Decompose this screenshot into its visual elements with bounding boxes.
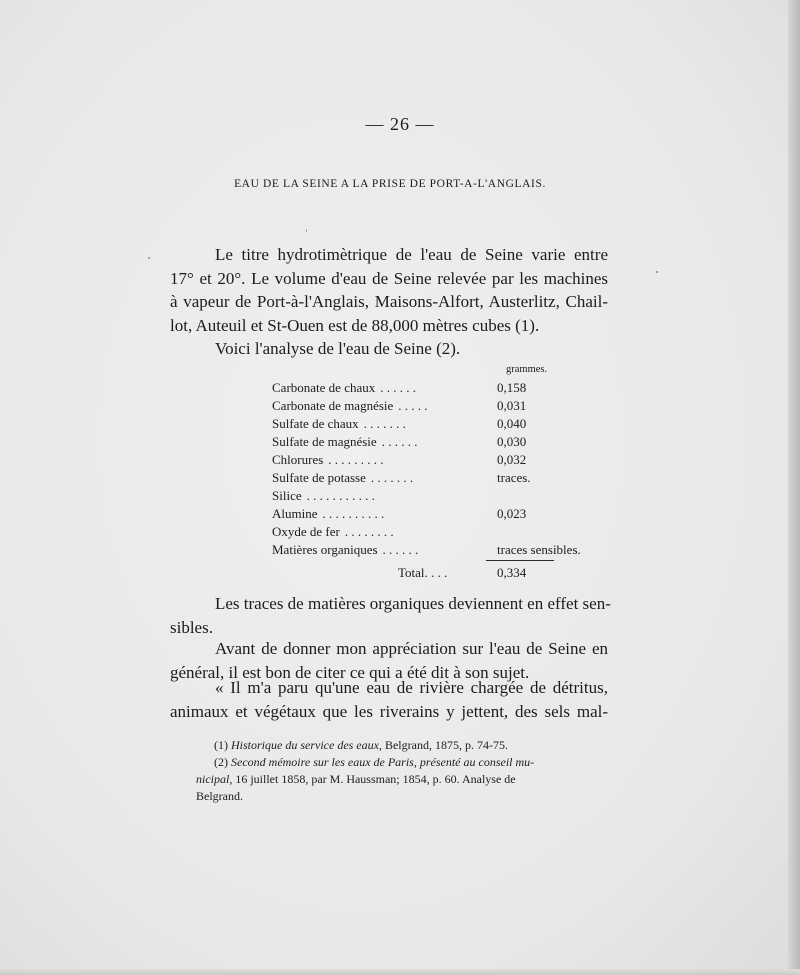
section-heading: EAU DE LA SEINE A LA PRISE DE PORT-A-L'ANGLAIS. <box>234 178 546 190</box>
substance-value: 0,030 <box>497 434 527 449</box>
leader-dots: . . . . . . . . <box>344 524 394 539</box>
substance-name: Silice <box>272 488 302 503</box>
substance-name: Alumine <box>272 506 318 521</box>
footnote-title: Historique du service des eaux <box>231 738 379 752</box>
leader-dots: . . . . . <box>398 398 428 413</box>
page-bottom-shadow <box>0 969 800 975</box>
footnote-2-continued <box>196 771 610 788</box>
substance-name: Carbonate de magnésie <box>272 398 394 413</box>
substance-value: traces. <box>497 470 531 485</box>
analysis-row <box>272 542 612 559</box>
analysis-row <box>272 434 612 451</box>
footnote-number: (2) <box>214 755 228 769</box>
substance-name: Sulfate de chaux <box>272 416 359 431</box>
footnote-title: nicipal <box>196 772 230 786</box>
total-value: 0,334 <box>497 565 527 580</box>
paragraph-traces <box>170 592 611 639</box>
substance-value: 0,023 <box>497 506 527 521</box>
substance-name: Matières organiques <box>272 542 378 557</box>
text-line: Les traces de matières organiques deviennent en effet sen- <box>215 594 611 613</box>
footnote-2-end: Belgrand. <box>196 789 243 803</box>
analysis-row <box>272 416 612 433</box>
text-line: général, il est bon de citer ce qui a été dit à son sujet. <box>170 662 530 682</box>
substance-value: 0,032 <box>497 452 527 467</box>
analysis-row <box>272 506 612 523</box>
paper-speck <box>148 257 150 259</box>
analysis-row <box>272 398 612 415</box>
text-line: sibles. <box>170 617 213 637</box>
footnote-number: (1) <box>214 738 228 752</box>
paper-speck <box>656 271 658 273</box>
analysis-row <box>272 452 612 469</box>
text-line: lot, Auteuil et St-Ouen est de 88,000 mètres cubes (1). <box>170 315 540 335</box>
analysis-row <box>272 470 612 487</box>
paragraph-intro <box>170 243 608 361</box>
text-line: à vapeur de Port-à-l'Anglais, Maisons-Alfort, Austerlitz, Chail- <box>170 292 608 311</box>
text-line: « Il m'a paru qu'une eau de rivière chargée de détritus, <box>215 678 608 697</box>
leader-dots: . . . . . . . . . . . <box>306 488 375 503</box>
substance-value: 0,040 <box>497 416 527 431</box>
page-number: — 26 — <box>365 114 435 134</box>
analysis-row <box>272 488 612 505</box>
text-line: Avant de donner mon appréciation sur l'eau de Seine en <box>215 639 608 658</box>
total-rule <box>486 560 554 561</box>
footnote-text: , Belgrand, 1875, p. 74-75. <box>378 738 508 752</box>
substance-name: Sulfate de magnésie <box>272 434 377 449</box>
leader-dots: . . . . . . . . . . <box>322 506 385 521</box>
paper-speck <box>306 229 307 232</box>
substance-value: traces sensibles. <box>497 542 581 557</box>
substance-name: Sulfate de potasse <box>272 470 366 485</box>
footnote-2 <box>214 754 610 771</box>
footnote-1 <box>214 737 610 754</box>
leader-dots: . . . . . . . . . <box>328 452 384 467</box>
substance-value: 0,158 <box>497 380 527 395</box>
footnotes <box>196 737 610 805</box>
unit-header: grammes. <box>506 364 548 375</box>
analysis-row <box>272 380 612 397</box>
leader-dots: . . . . . . <box>381 434 418 449</box>
leader-dots: . . . . . . . <box>363 416 406 431</box>
footnote-text: , 16 juillet 1858, par M. Haussman; 1854, p. 60. Analyse de <box>229 772 516 786</box>
substance-value: 0,031 <box>497 398 527 413</box>
leader-dots: . . . . . . . <box>370 470 414 485</box>
total-row <box>272 565 612 582</box>
footnote-title: Second mémoire sur les eaux de Paris, présenté au conseil mu- <box>231 755 535 769</box>
analysis-row <box>272 524 612 541</box>
leader-dots: . . . . . . <box>382 542 419 557</box>
leader-dots: . . . . . . <box>380 380 416 395</box>
text-line: 17° et 20°. Le volume d'eau de Seine relevée par les machines <box>170 268 608 288</box>
substance-name: Carbonate de chaux <box>272 380 376 395</box>
text-line: Le titre hydrotimètrique de l'eau de Seine varie entre <box>215 245 608 264</box>
total-label: Total. . . . <box>398 565 448 580</box>
substance-name: Chlorures <box>272 452 324 467</box>
paragraph-quote <box>170 676 608 723</box>
page-edge-shadow <box>788 0 800 975</box>
text-line: animaux et végétaux que les riverains y jettent, des sels mal- <box>170 701 608 721</box>
text-line: Voici l'analyse de l'eau de Seine (2). <box>215 339 461 358</box>
substance-name: Oxyde de fer <box>272 524 340 539</box>
